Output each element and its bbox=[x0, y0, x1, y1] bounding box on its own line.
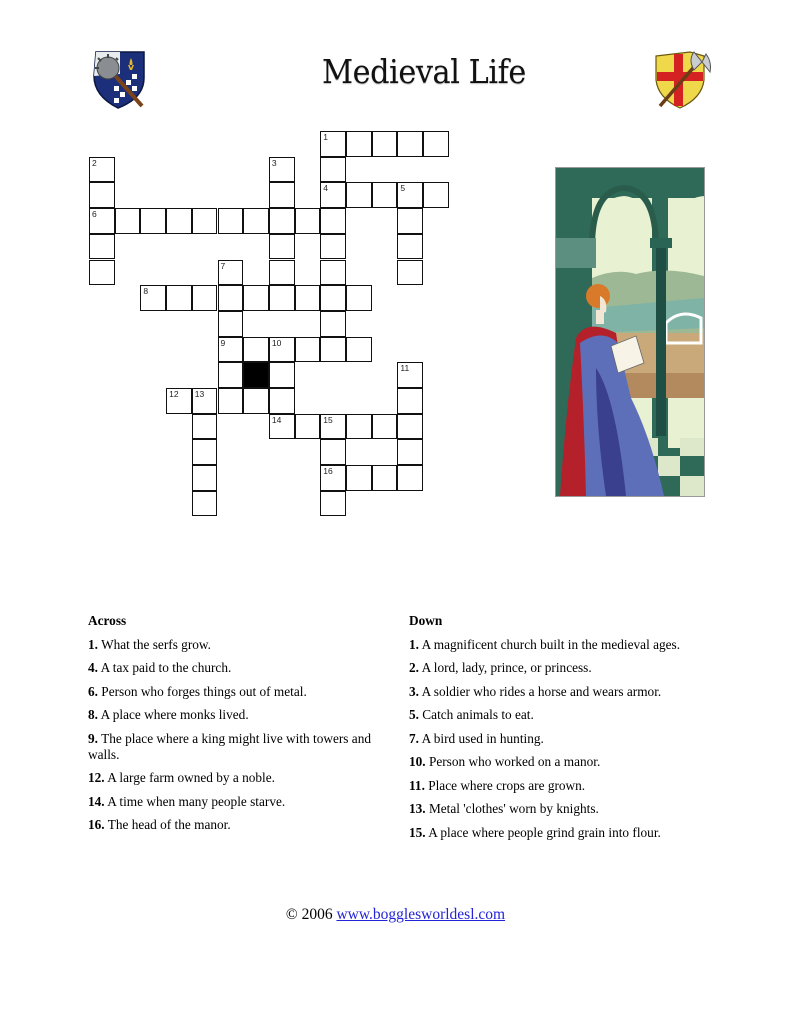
clue-number: 9. bbox=[88, 730, 98, 746]
crossword-cell[interactable] bbox=[140, 208, 166, 234]
crossword-cell[interactable] bbox=[218, 285, 244, 311]
clue-number: 2 bbox=[92, 157, 97, 168]
clue-number: 10. bbox=[409, 754, 426, 769]
clue-number: 11. bbox=[409, 777, 425, 793]
clue-text: The place where a king might live with towers and walls. bbox=[88, 730, 371, 762]
shield-mace-icon bbox=[88, 46, 152, 112]
crossword-cell[interactable] bbox=[397, 362, 423, 388]
across-clue-16 bbox=[88, 817, 398, 833]
crossword-cell[interactable] bbox=[166, 285, 192, 311]
clue-number: 5. bbox=[409, 707, 419, 722]
clue-number: 10 bbox=[271, 337, 282, 348]
crossword-cell[interactable] bbox=[192, 388, 218, 414]
across-clue-6 bbox=[88, 684, 398, 700]
clue-number: 14. bbox=[88, 793, 105, 809]
crossword-cell[interactable] bbox=[192, 439, 218, 465]
crossword-grid bbox=[89, 131, 449, 517]
down-clue-11 bbox=[409, 778, 729, 794]
clue-number: 7 bbox=[220, 260, 226, 271]
crossword-cell[interactable] bbox=[89, 157, 115, 183]
clue-number: 4 bbox=[323, 183, 329, 194]
crossword-cell[interactable] bbox=[269, 285, 295, 311]
crossword-cell[interactable] bbox=[320, 439, 346, 465]
crossword-cell[interactable] bbox=[295, 208, 321, 234]
down-clues bbox=[409, 613, 729, 848]
crossword-cell[interactable] bbox=[372, 465, 398, 491]
crossword-cell[interactable] bbox=[397, 260, 423, 286]
down-clue-7 bbox=[409, 731, 729, 747]
clue-number: 7. bbox=[409, 730, 419, 746]
crossword-cell[interactable] bbox=[320, 182, 346, 208]
clue-text: A large farm owned by a noble. bbox=[104, 770, 275, 785]
clue-text: Person who worked on a manor. bbox=[425, 754, 601, 769]
crossword-cell[interactable] bbox=[320, 491, 346, 517]
clue-number: 4. bbox=[88, 660, 98, 675]
crossword-cell[interactable] bbox=[89, 208, 115, 234]
crossword-cell[interactable] bbox=[320, 285, 346, 311]
across-clues bbox=[88, 613, 398, 841]
down-clue-1 bbox=[409, 637, 729, 653]
clue-number: 2. bbox=[409, 660, 419, 675]
crossword-cell[interactable] bbox=[295, 414, 321, 440]
crossword-cell[interactable] bbox=[320, 157, 346, 183]
crossword-cell[interactable] bbox=[397, 465, 423, 491]
clue-text: A soldier who rides a horse and wears armor. bbox=[418, 683, 662, 699]
clue-number: 11 bbox=[400, 363, 410, 374]
clue-text: What the serfs grow. bbox=[97, 636, 211, 652]
crossword-cell[interactable] bbox=[192, 208, 218, 234]
crossword-cell[interactable] bbox=[320, 465, 346, 491]
clue-text: A bird used in hunting. bbox=[418, 730, 544, 746]
clue-text: Person who forges things out of metal. bbox=[97, 683, 307, 699]
crossword-cell[interactable] bbox=[423, 182, 449, 208]
crossword-cell[interactable] bbox=[397, 182, 423, 208]
crossword-cell[interactable] bbox=[423, 131, 449, 157]
across-clue-14 bbox=[88, 794, 398, 810]
crossword-cell[interactable] bbox=[218, 311, 244, 337]
crossword-cell[interactable] bbox=[269, 157, 295, 183]
crossword-cell[interactable] bbox=[269, 208, 295, 234]
crossword-cell[interactable] bbox=[320, 260, 346, 286]
crossword-cell[interactable] bbox=[269, 182, 295, 208]
clue-number: 14 bbox=[271, 414, 282, 425]
clue-number: 16 bbox=[323, 466, 333, 477]
down-clue-3 bbox=[409, 684, 729, 700]
clue-number: 6 bbox=[92, 209, 97, 220]
crossword-cell[interactable] bbox=[320, 234, 346, 260]
crossword-cell[interactable] bbox=[218, 337, 244, 363]
crossword-black-cell bbox=[243, 362, 269, 388]
crossword-cell[interactable] bbox=[320, 208, 346, 234]
across-heading: Across bbox=[88, 613, 127, 628]
clue-number: 15 bbox=[323, 414, 333, 425]
crossword-cell[interactable] bbox=[269, 234, 295, 260]
across-clue-4 bbox=[88, 660, 398, 676]
across-clue-12 bbox=[88, 770, 398, 786]
clue-number: 5 bbox=[400, 183, 406, 194]
clue-text: Catch animals to eat. bbox=[418, 707, 534, 722]
crossword-cell[interactable] bbox=[397, 388, 423, 414]
crossword-cell[interactable] bbox=[192, 414, 218, 440]
down-heading: Down bbox=[409, 613, 443, 628]
page-title: Medieval Life bbox=[322, 52, 526, 91]
crossword-cell[interactable] bbox=[243, 285, 269, 311]
crossword-cell[interactable] bbox=[295, 285, 321, 311]
clue-number: 9 bbox=[220, 337, 226, 348]
crossword-cell[interactable] bbox=[372, 131, 398, 157]
crossword-cell[interactable] bbox=[320, 311, 346, 337]
crossword-cell[interactable] bbox=[397, 131, 423, 157]
clue-text: A place where people grind grain into flour. bbox=[425, 824, 661, 840]
crossword-cell[interactable] bbox=[89, 234, 115, 260]
crossword-cell[interactable] bbox=[218, 388, 244, 414]
clue-number: 1. bbox=[409, 636, 419, 652]
crossword-cell[interactable] bbox=[269, 414, 295, 440]
crossword-cell[interactable] bbox=[166, 388, 192, 414]
crossword-cell[interactable] bbox=[320, 337, 346, 363]
crossword-cell[interactable] bbox=[320, 414, 346, 440]
down-clue-5 bbox=[409, 707, 729, 723]
crossword-cell[interactable] bbox=[346, 131, 372, 157]
crossword-cell[interactable] bbox=[320, 131, 346, 157]
down-clue-2 bbox=[409, 660, 729, 676]
crossword-cell[interactable] bbox=[192, 491, 218, 517]
crossword-cell[interactable] bbox=[218, 208, 244, 234]
crossword-cell[interactable] bbox=[269, 260, 295, 286]
clue-number: 8 bbox=[143, 286, 149, 297]
crossword-cell[interactable] bbox=[89, 260, 115, 286]
copyright-text: © 2006 bbox=[285, 906, 337, 923]
clue-text: A tax paid to the church. bbox=[97, 660, 232, 675]
crossword-cell[interactable] bbox=[346, 337, 372, 363]
crossword-cell[interactable] bbox=[243, 337, 269, 363]
clue-text: Metal 'clothes' worn by knights. bbox=[425, 801, 599, 816]
crossword-cell[interactable] bbox=[218, 362, 244, 388]
clue-text: A lord, lady, prince, or princess. bbox=[418, 660, 592, 675]
website-link[interactable]: www.bogglesworldesl.com bbox=[336, 906, 506, 923]
crossword-cell[interactable] bbox=[192, 465, 218, 491]
clue-number: 3 bbox=[271, 157, 277, 168]
across-clue-1 bbox=[88, 637, 398, 653]
clue-number: 13 bbox=[194, 389, 205, 399]
clue-text: Place where crops are grown. bbox=[424, 777, 586, 793]
clue-number: 1 bbox=[323, 132, 329, 142]
crossword-cell[interactable] bbox=[346, 465, 372, 491]
crossword-cell[interactable] bbox=[115, 208, 141, 234]
crossword-cell[interactable] bbox=[269, 362, 295, 388]
clue-number: 8. bbox=[88, 707, 98, 722]
crossword-cell[interactable] bbox=[243, 388, 269, 414]
crossword-cell[interactable] bbox=[295, 337, 321, 363]
crossword-cell[interactable] bbox=[269, 337, 295, 363]
clue-number: 15. bbox=[409, 824, 426, 840]
crossword-cell[interactable] bbox=[243, 208, 269, 234]
crossword-cell[interactable] bbox=[397, 439, 423, 465]
crossword-cell[interactable] bbox=[397, 414, 423, 440]
crossword-cell[interactable] bbox=[346, 182, 372, 208]
crossword-cell[interactable] bbox=[192, 285, 218, 311]
crossword-cell[interactable] bbox=[346, 285, 372, 311]
down-clue-10 bbox=[409, 754, 729, 770]
clue-text: A time when many people starve. bbox=[104, 793, 286, 809]
across-clue-9 bbox=[88, 731, 398, 763]
clue-number: 16. bbox=[88, 817, 105, 832]
medieval-lady-illustration bbox=[555, 167, 705, 497]
clue-number: 12. bbox=[88, 770, 105, 785]
clue-number: 13. bbox=[409, 801, 426, 816]
crossword-cell[interactable] bbox=[269, 388, 295, 414]
crossword-cell[interactable] bbox=[397, 234, 423, 260]
down-clue-13 bbox=[409, 801, 729, 817]
across-clue-8 bbox=[88, 707, 398, 723]
footer bbox=[0, 906, 791, 924]
crossword-cell[interactable] bbox=[218, 260, 244, 286]
shield-axe-icon bbox=[650, 46, 714, 112]
crossword-cell[interactable] bbox=[346, 414, 372, 440]
crossword-cell[interactable] bbox=[166, 208, 192, 234]
clue-number: 6. bbox=[88, 683, 98, 699]
clue-number: 3. bbox=[409, 683, 419, 699]
clue-text: The head of the manor. bbox=[104, 817, 231, 832]
crossword-cell[interactable] bbox=[89, 182, 115, 208]
crossword-cell[interactable] bbox=[372, 182, 398, 208]
clue-number: 1. bbox=[88, 636, 98, 652]
clue-number: 12 bbox=[169, 389, 179, 399]
clue-text: A magnificent church built in the medieval ages. bbox=[418, 636, 681, 652]
clue-text: A place where monks lived. bbox=[97, 707, 249, 722]
crossword-cell[interactable] bbox=[140, 285, 166, 311]
crossword-cell[interactable] bbox=[397, 208, 423, 234]
crossword-cell[interactable] bbox=[372, 414, 398, 440]
down-clue-15 bbox=[409, 825, 729, 841]
